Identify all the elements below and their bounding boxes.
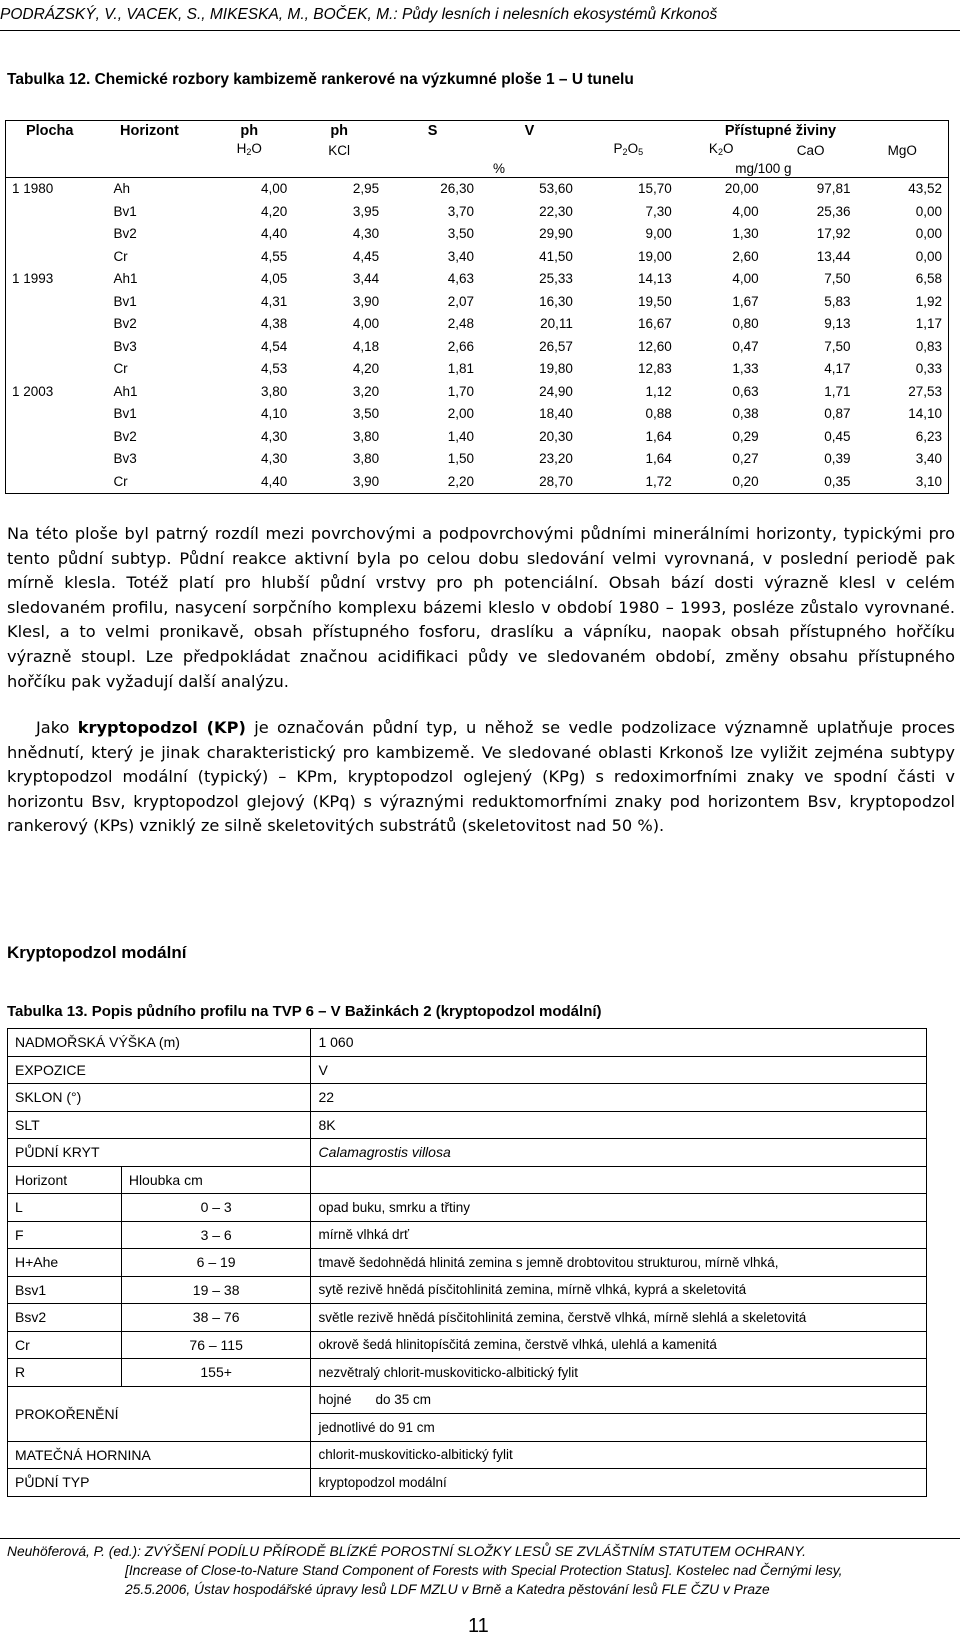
value-cell: 1,67 (732, 293, 759, 309)
table-row (8, 1469, 927, 1497)
prokoreni-value-2: jednotlivé do 91 cm (311, 1414, 927, 1442)
plocha-cell (6, 336, 94, 359)
value-cell: 3,90 (352, 293, 380, 309)
col-s-header: S (385, 121, 480, 142)
value-cell: 18,40 (539, 406, 573, 421)
footer-rule (0, 1538, 960, 1539)
table-row (8, 1166, 927, 1194)
value-cell: 53,60 (539, 181, 573, 196)
cao-label: CaO (796, 142, 825, 158)
pudni-typ-value: kryptopodzol modální (311, 1469, 927, 1497)
running-header: PODRÁZSKÝ, V., VACEK, S., MIKESKA, M., BOČEK, M.: Půdy lesních i nelesních ekosystémů Krkonoš (0, 6, 718, 23)
value-cell: 2,07 (447, 293, 474, 309)
value-cell: 4,17 (824, 361, 851, 376)
value-cell: 0,87 (824, 406, 851, 421)
value-cell: 16,30 (539, 293, 573, 309)
value-cell: 1,40 (447, 428, 474, 444)
value-cell: 3,95 (352, 203, 380, 219)
mg-unit: mg/100 g (579, 160, 949, 178)
value-cell: 3,50 (447, 226, 474, 241)
col-ph-h2o-header: ph (205, 121, 293, 142)
value-cell: 2,60 (732, 248, 759, 264)
site-value-cell: 1 060 (311, 1029, 927, 1057)
footer (7, 1542, 957, 1599)
value-cell: 14,13 (637, 271, 672, 286)
horizon-cell: Cr (8, 1331, 122, 1359)
site-label-cell: PŮDNÍ KRYT (8, 1139, 311, 1167)
horizont-cell: Cr (113, 361, 128, 376)
paragraph-2-text (7, 716, 955, 839)
col-nutrients-header: Přístupné živiny (579, 121, 949, 142)
plocha-cell (6, 201, 94, 224)
horizon-cell: R (8, 1359, 122, 1387)
table13-caption: Tabulka 13. Popis půdního profilu na TVP 6 – V Bažinkách 2 (kryptopodzol modální) (7, 1003, 602, 1020)
site-label-cell: SLT (8, 1111, 311, 1139)
value-cell: 0,20 (678, 471, 765, 494)
matecna-label: MATEČNÁ HORNINA (8, 1441, 311, 1469)
table-row (6, 178, 949, 201)
h2o-label: $H_2O$ (236, 141, 262, 157)
table-row (8, 1056, 927, 1084)
value-cell: 0,47 (732, 338, 759, 354)
horizont-cell: Cr (93, 471, 205, 494)
footer-line-1: Neuhöferová, P. (ed.): ZVÝŠENÍ PODÍLU PŘÍRODĚ BLÍZKÉ POROSTNÍ SLOŽKY LESŮ SE ZVLÁŠTNÍM STATUTEM OCHRANY. (7, 1544, 806, 1559)
percent-unit: % (385, 160, 579, 178)
value-cell: 4,30 (260, 428, 288, 444)
table-row (6, 426, 949, 449)
site-value-cell: Calamagrostis villosa (311, 1139, 927, 1167)
table12-caption: Tabulka 12. Chemické rozbory kambizemě rankerové na výzkumné ploše 1 – U tunelu (7, 71, 634, 88)
horizont-cell: Bv2 (113, 226, 137, 241)
description-cell: opad buku, smrku a třtiny (311, 1194, 927, 1222)
value-cell: 12,83 (637, 361, 672, 376)
value-cell: 4,00 (260, 181, 288, 196)
description-cell: nezvětralý chlorit-muskoviticko-albitický fylit (311, 1359, 927, 1387)
value-cell: 4,31 (260, 293, 288, 309)
value-cell: 0,39 (824, 451, 851, 466)
value-cell: 9,00 (645, 226, 672, 241)
value-cell: 4,20 (352, 361, 380, 376)
value-cell: 97,81 (816, 181, 851, 196)
kcl-label: KCl (328, 142, 351, 158)
table-row (6, 403, 949, 426)
depth-cell: 6 – 19 (121, 1249, 311, 1277)
col-plocha-header: Plocha (6, 121, 94, 142)
depth-cell: 76 – 115 (121, 1331, 311, 1359)
value-cell: 3,10 (857, 471, 949, 494)
table-row (8, 1139, 927, 1167)
paragraph-2 (7, 716, 955, 839)
description-cell: okrově šedá hlinitopísčitá zemina, čerstvě vlhká, ulehlá a kamenitá (311, 1331, 927, 1359)
value-cell: 0,35 (765, 471, 857, 494)
value-cell: 0,33 (857, 358, 949, 381)
value-cell: 4,40 (205, 471, 293, 494)
horizon-cell: F (8, 1221, 122, 1249)
value-cell: 2,66 (447, 338, 474, 354)
value-cell: 4,63 (447, 271, 474, 286)
value-cell: 0,83 (857, 336, 949, 359)
horizont-cell: Cr (113, 248, 128, 264)
table-row (6, 381, 949, 404)
value-cell: 41,50 (539, 248, 573, 264)
value-cell: 1,71 (824, 383, 851, 399)
value-cell: 25,33 (539, 271, 573, 286)
site-label-cell: NADMOŘSKÁ VÝŠKA (m) (8, 1029, 311, 1057)
value-cell: 3,50 (352, 406, 380, 421)
section-heading: Kryptopodzol modální (7, 943, 187, 962)
plocha-cell (6, 471, 94, 494)
value-cell: 7,50 (824, 338, 851, 354)
horizont-cell: Ah1 (113, 383, 138, 399)
value-cell: 0,45 (824, 428, 851, 444)
table-row (8, 1386, 927, 1414)
value-cell: 20,00 (724, 181, 759, 196)
value-cell: 26,57 (539, 338, 573, 354)
depth-cell: 3 – 6 (121, 1221, 311, 1249)
depth-cell: 0 – 3 (121, 1194, 311, 1222)
table-row (6, 313, 949, 336)
table-row (8, 1029, 927, 1057)
value-cell: 0,00 (857, 201, 949, 224)
table-row (6, 448, 949, 471)
description-cell: sytě rezivě hnědá písčitohlinitá zemina, mírně vlhká, kyprá a skeletovitá (311, 1276, 927, 1304)
footer-line-3: 25.5.2006, Ústav hospodářské úpravy lesů LDF MZLU v Brně a Katedra pěstování lesů FLE ČZU v Praze (125, 1582, 770, 1597)
value-cell: 1,33 (732, 361, 759, 376)
value-cell: 4,53 (260, 361, 288, 376)
horizont-cell: Bv2 (113, 428, 137, 444)
p2-pre: Jako (36, 718, 78, 737)
horizont-cell: Bv1 (113, 406, 137, 421)
value-cell: 20,11 (540, 316, 573, 331)
value-cell: 19,00 (637, 248, 672, 264)
value-cell: 4,00 (732, 203, 759, 219)
horizont-cell: Bv3 (113, 338, 137, 354)
horizon-cell: Bsv2 (8, 1304, 122, 1332)
value-cell: 0,80 (732, 316, 759, 331)
value-cell: 0,29 (732, 428, 759, 444)
value-cell: 28,70 (480, 471, 579, 494)
table13 (7, 1028, 927, 1497)
value-cell: 25,36 (816, 203, 851, 219)
footer-line-2: [Increase of Close-to-Nature Stand Component of Forests with Special Protection Status]. Kostelec nad Černými lesy, (125, 1563, 843, 1578)
value-cell: 1,30 (732, 226, 759, 241)
table12 (5, 120, 949, 494)
value-cell: 1,92 (857, 291, 949, 314)
value-cell: 1,17 (857, 313, 949, 336)
value-cell: 4,00 (352, 316, 380, 331)
site-label-cell: SKLON (°) (8, 1084, 311, 1112)
value-cell: 3,80 (352, 451, 380, 466)
paragraph-1-text: Na této ploše byl patrný rozdíl mezi povrchovými a podpovrchovými půdními minerálními horizonty, typickými pro tento půdní subtyp. Půdní reakce aktivní byla po celou dobu sledování velmi vyrovnaná, v poslední periodě pak mírně klesla. Totéž platí pro hlubší půdní vrstvy pro ph potenciální. Obsah bází dosti výrazně klesl v celém sledovaném profilu, nasycení sorpčního komplexu bázemi kleslo v období 1980 – 1993, posléze zůstalo vyrovnané. Klesl, a to velmi pronikavě, obsah přístupného fosforu, draslíku a vápníku, naopak obsah přístupného hořčíku výrazně stoupl. Lze předpokládat značnou acidifikaci půdy ve sledovaném období, změny obsahu přístupného hořčíku pak vyžadují další analýzu. (7, 524, 955, 691)
p2-bold: kryptopodzol (KP) (77, 718, 246, 737)
value-cell: 1,81 (447, 361, 474, 376)
horizon-cell: L (8, 1194, 122, 1222)
plocha-cell (6, 291, 94, 314)
p2o5-label: $P_2O_5$ (613, 141, 644, 157)
value-cell: 4,10 (260, 406, 288, 421)
table-row (8, 1249, 927, 1277)
plocha-cell (6, 246, 94, 269)
value-cell: 4,20 (260, 203, 288, 219)
site-value-cell: V (311, 1056, 927, 1084)
value-cell: 26,30 (440, 181, 474, 196)
value-cell: 1,50 (447, 451, 474, 466)
site-label-cell: EXPOZICE (8, 1056, 311, 1084)
value-cell: 3,80 (260, 383, 288, 399)
table-row (8, 1441, 927, 1469)
horizont-cell: Bv1 (113, 203, 137, 219)
value-cell: 1,70 (447, 383, 474, 399)
value-cell: 3,44 (352, 271, 380, 286)
value-cell: 4,55 (260, 248, 288, 264)
plocha-cell (6, 403, 94, 426)
table-row (6, 358, 949, 381)
value-cell: 1,72 (579, 471, 678, 494)
horizon-cell: Bsv1 (8, 1276, 122, 1304)
value-cell: 0,38 (732, 406, 759, 421)
value-cell: 3,20 (352, 383, 380, 399)
table-row (8, 1304, 927, 1332)
table-row (8, 1111, 927, 1139)
site-value-cell: 8K (311, 1111, 927, 1139)
table-row (8, 1331, 927, 1359)
horizont-cell: Ah1 (113, 271, 138, 286)
plocha-cell: 1 1993 (6, 268, 94, 291)
horizont-cell: Ah (113, 181, 130, 196)
value-cell: 3,40 (447, 248, 474, 264)
value-cell: 7,30 (645, 203, 672, 219)
description-cell: světle rezivě hnědá písčitohlinitá zemina, čerstvě vlhká, mírně slehlá a skeletovitá (311, 1304, 927, 1332)
value-cell: 7,50 (824, 271, 851, 286)
value-cell: 12,60 (637, 338, 672, 354)
col-ph-kcl-header: ph (293, 121, 385, 142)
value-cell: 17,92 (816, 226, 851, 241)
prokoreni-label: PROKOŘENĚNÍ (8, 1386, 311, 1441)
value-cell: 6,58 (857, 268, 949, 291)
table-row (8, 1221, 927, 1249)
hloubka-header: Hloubka cm (121, 1166, 311, 1194)
value-cell: 4,38 (260, 316, 288, 331)
description-cell: tmavě šedohnědá hlinitá zemina s jemně drobtovitou strukturou, mírně vlhká, (311, 1249, 927, 1277)
depth-cell: 38 – 76 (121, 1304, 311, 1332)
value-cell: 19,50 (637, 293, 672, 309)
horizont-cell: Bv1 (113, 293, 137, 309)
table-row (8, 1359, 927, 1387)
depth-cell: 19 – 38 (121, 1276, 311, 1304)
col-horizont-header: Horizont (93, 121, 205, 142)
value-cell: 0,88 (645, 406, 672, 421)
value-cell: 2,00 (447, 406, 474, 421)
value-cell: 4,54 (260, 338, 288, 354)
value-cell: 23,20 (539, 451, 573, 466)
table-row (6, 471, 949, 494)
value-cell: 4,30 (352, 226, 380, 241)
plocha-cell: 1 1980 (6, 178, 94, 201)
value-cell: 1,64 (645, 451, 672, 466)
table-row (6, 246, 949, 269)
value-cell: 4,05 (260, 271, 288, 286)
value-cell: 0,27 (732, 451, 759, 466)
value-cell: 14,10 (857, 403, 949, 426)
value-cell: 13,44 (816, 248, 851, 264)
header-rule (0, 30, 960, 31)
col-v-header: V (480, 121, 579, 142)
value-cell: 15,70 (637, 181, 672, 196)
value-cell: 24,90 (539, 383, 573, 399)
value-cell: 2,48 (447, 316, 474, 331)
value-cell: 4,45 (352, 248, 380, 264)
value-cell: 4,18 (352, 338, 380, 354)
value-cell: 3,40 (857, 448, 949, 471)
table-row (8, 1276, 927, 1304)
value-cell: 6,23 (857, 426, 949, 449)
plocha-cell (6, 358, 94, 381)
k2o-label: $K_2O$ (708, 141, 734, 157)
value-cell: 16,67 (637, 316, 672, 331)
pudni-typ-label: PŮDNÍ TYP (8, 1469, 311, 1497)
table-row (6, 291, 949, 314)
table-row (6, 336, 949, 359)
rooting-abundance: hojné (318, 1392, 352, 1408)
prokoreni-value-1 (311, 1386, 927, 1414)
table-row (6, 268, 949, 291)
value-cell: 4,00 (732, 271, 759, 286)
value-cell: 0,00 (857, 246, 949, 269)
horizont-cell: Bv2 (113, 316, 137, 331)
horizon-cell: H+Ahe (8, 1249, 122, 1277)
value-cell: 5,83 (824, 293, 851, 309)
table-row (8, 1084, 927, 1112)
value-cell: 1,12 (645, 383, 672, 399)
rooting-depth: do 35 cm (375, 1392, 432, 1408)
value-cell: 29,90 (539, 226, 573, 241)
paragraph-1 (7, 522, 955, 694)
value-cell: 0,00 (857, 223, 949, 246)
mgo-label: MgO (857, 141, 949, 160)
value-cell: 4,30 (260, 451, 288, 466)
value-cell: 27,53 (857, 381, 949, 404)
value-cell: 9,13 (824, 316, 851, 331)
plocha-cell (6, 223, 94, 246)
value-cell: 43,52 (857, 178, 949, 201)
site-value-cell: 22 (311, 1084, 927, 1112)
table-row (6, 223, 949, 246)
value-cell: 3,80 (352, 428, 380, 444)
value-cell: 1,64 (645, 428, 672, 444)
matecna-value: chlorit-muskoviticko-albitický fylit (311, 1441, 927, 1469)
value-cell: 20,30 (539, 428, 573, 444)
horizont-cell: Bv3 (113, 451, 137, 466)
value-cell: 22,30 (539, 203, 573, 219)
value-cell: 3,70 (447, 203, 474, 219)
value-cell: 3,90 (293, 471, 385, 494)
page-number: 11 (468, 1615, 489, 1637)
depth-cell: 155+ (121, 1359, 311, 1387)
p2-post: je označován půdní typ, u něhož se vedle podzolizace významně uplatňuje proces hnědnutí, který je jinak charakteristický pro kambizemě. Ve sledované oblasti Krkonoš lze vyližit zejména subtypy kryptopodzol modální (typický) – KPm, kryptopodzol oglejený (KPg) s redoximorfními znaky ve spodní části v horizontu Bsv, kryptopodzol glejový (KPq) s výraznými reduktomorfními znaky pod horizontem Bsv, kryptopodzol rankerový (KPs) vzniklý ze silně skeletovitých substrátů (skeletovitost nad 50 %). (7, 718, 955, 836)
empty-cell (311, 1166, 927, 1194)
value-cell: 4,40 (260, 226, 288, 241)
table-row (8, 1194, 927, 1222)
value-cell: 2,20 (385, 471, 480, 494)
value-cell: 2,95 (352, 181, 380, 196)
plocha-cell (6, 426, 94, 449)
table-row (6, 201, 949, 224)
plocha-cell: 1 2003 (6, 381, 94, 404)
value-cell: 19,80 (539, 361, 573, 376)
horizont-header: Horizont (8, 1166, 122, 1194)
plocha-cell (6, 448, 94, 471)
description-cell: mírně vlhká drť (311, 1221, 927, 1249)
plocha-cell (6, 313, 94, 336)
value-cell: 0,63 (732, 383, 759, 399)
